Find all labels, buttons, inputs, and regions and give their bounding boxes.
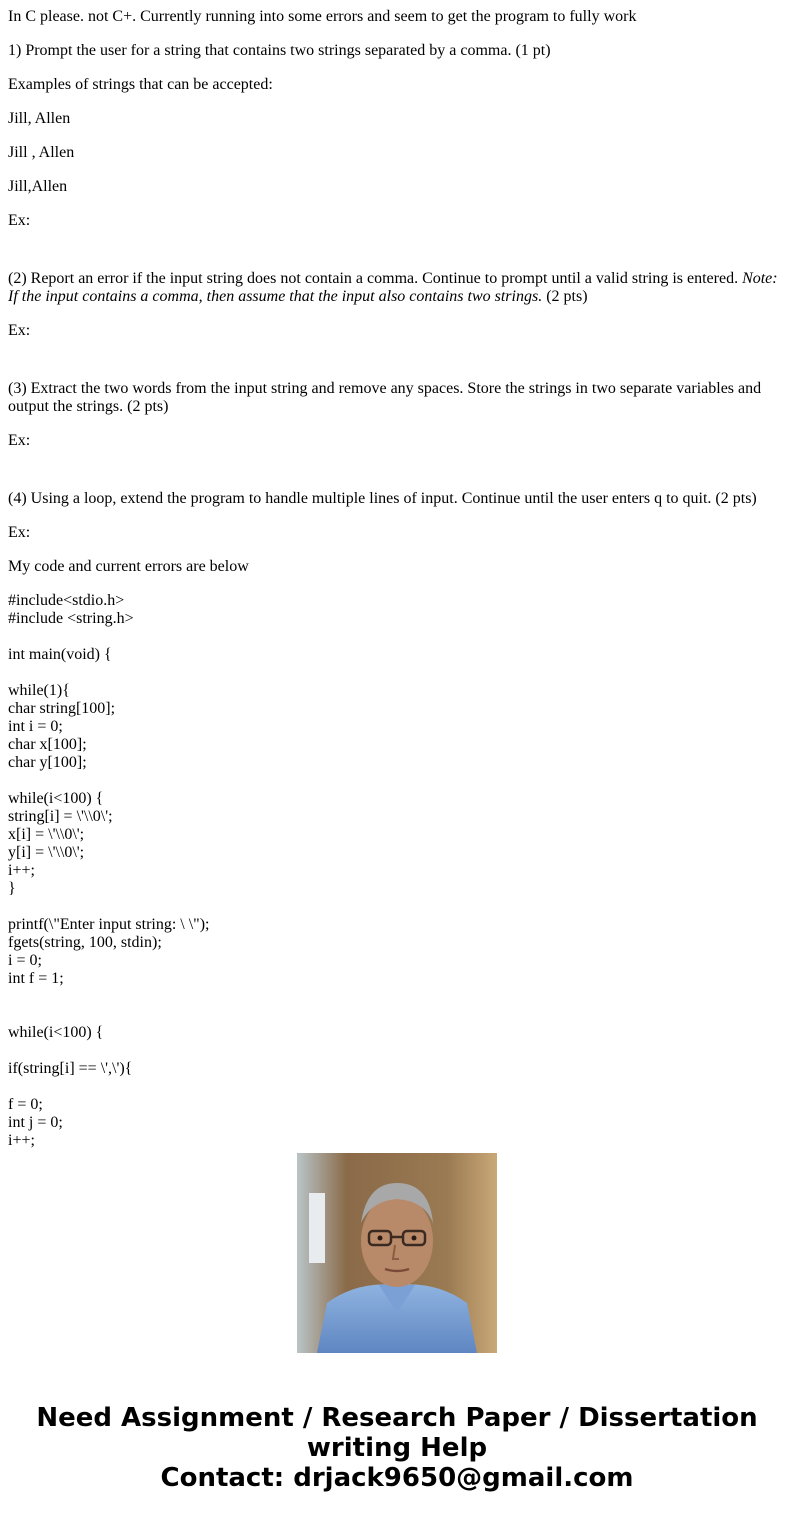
code-line: int f = 1; xyxy=(8,970,64,987)
question-body xyxy=(8,0,786,1149)
code-line: int j = 0; xyxy=(8,1114,63,1131)
intro-text: In C please. not C+. Currently running into some errors and seem to get the program to fully work xyxy=(8,8,637,25)
code-line xyxy=(8,898,786,916)
code-line xyxy=(8,1078,786,1096)
step-2-main: (2) Report an error if the input string does not contain a comma. Continue to prompt until a valid string is entered. xyxy=(8,270,743,287)
code-line: char y[100]; xyxy=(8,754,87,771)
ex-label: Ex: xyxy=(8,432,31,449)
code-line: int main(void) { xyxy=(8,646,112,663)
code-line xyxy=(8,1042,786,1060)
ex-label: Ex: xyxy=(8,322,31,339)
ex-label: Ex: xyxy=(8,524,31,541)
step-1-text: 1) Prompt the user for a string that contains two strings separated by a comma. (1 pt) xyxy=(8,42,551,59)
code-line: fgets(string, 100, stdin); xyxy=(8,934,162,951)
promo-contact: Contact: drjack9650@gmail.com xyxy=(160,1463,634,1493)
code-line: i = 0; xyxy=(8,952,42,969)
code-line: if(string[i] == \',\'){ xyxy=(8,1060,133,1077)
promo-line-2: writing Help xyxy=(306,1433,488,1463)
author-avatar xyxy=(297,1153,497,1353)
promo-line-1: Need Assignment / Research Paper / Dissertation xyxy=(36,1403,758,1433)
code-line: i++; xyxy=(8,1132,35,1149)
code-line: char string[100]; xyxy=(8,700,116,717)
code-line xyxy=(8,772,786,790)
step-4-text: (4) Using a loop, extend the program to handle multiple lines of input. Continue until the user enters q to quit. (2 pts) xyxy=(8,490,757,507)
code-line: char x[100]; xyxy=(8,736,87,753)
portrait-image xyxy=(297,1153,497,1353)
step-2-points: (2 pts) xyxy=(542,288,588,305)
code-line: i++; xyxy=(8,862,35,879)
code-block xyxy=(8,592,786,1150)
code-line xyxy=(8,664,786,682)
code-line: #include<stdio.h> xyxy=(8,592,125,609)
example-item: Jill, Allen xyxy=(8,110,71,127)
promo-banner xyxy=(0,1403,794,1493)
code-line: while(i<100) { xyxy=(8,790,104,807)
code-line xyxy=(8,1006,786,1024)
code-line: y[i] = \'\\0\'; xyxy=(8,844,85,861)
code-line xyxy=(8,628,786,646)
step-2-text xyxy=(8,270,786,306)
example-item: Jill,Allen xyxy=(8,178,68,195)
code-line: printf(\"Enter input string: \ \"); xyxy=(8,916,210,933)
code-line: while(i<100) { xyxy=(8,1024,104,1041)
code-line: x[i] = \'\\0\'; xyxy=(8,826,85,843)
code-line: } xyxy=(8,880,16,897)
code-line: f = 0; xyxy=(8,1096,43,1113)
code-line xyxy=(8,988,786,1006)
example-item: Jill , Allen xyxy=(8,144,75,161)
code-line: int i = 0; xyxy=(8,718,63,735)
step-3-text: (3) Extract the two words from the input string and remove any spaces. Store the strings in two separate variables and output the strings. (2 pts) xyxy=(8,380,762,415)
code-heading: My code and current errors are below xyxy=(8,558,249,575)
step-2-note: Note: If the input contains a comma, then assume that the input also contains two strings. xyxy=(8,270,778,305)
examples-heading: Examples of strings that can be accepted: xyxy=(8,76,273,93)
code-line: #include <string.h> xyxy=(8,610,134,627)
ex-label: Ex: xyxy=(8,212,31,229)
code-line: string[i] = \'\\0\'; xyxy=(8,808,113,825)
code-line: while(1){ xyxy=(8,682,70,699)
